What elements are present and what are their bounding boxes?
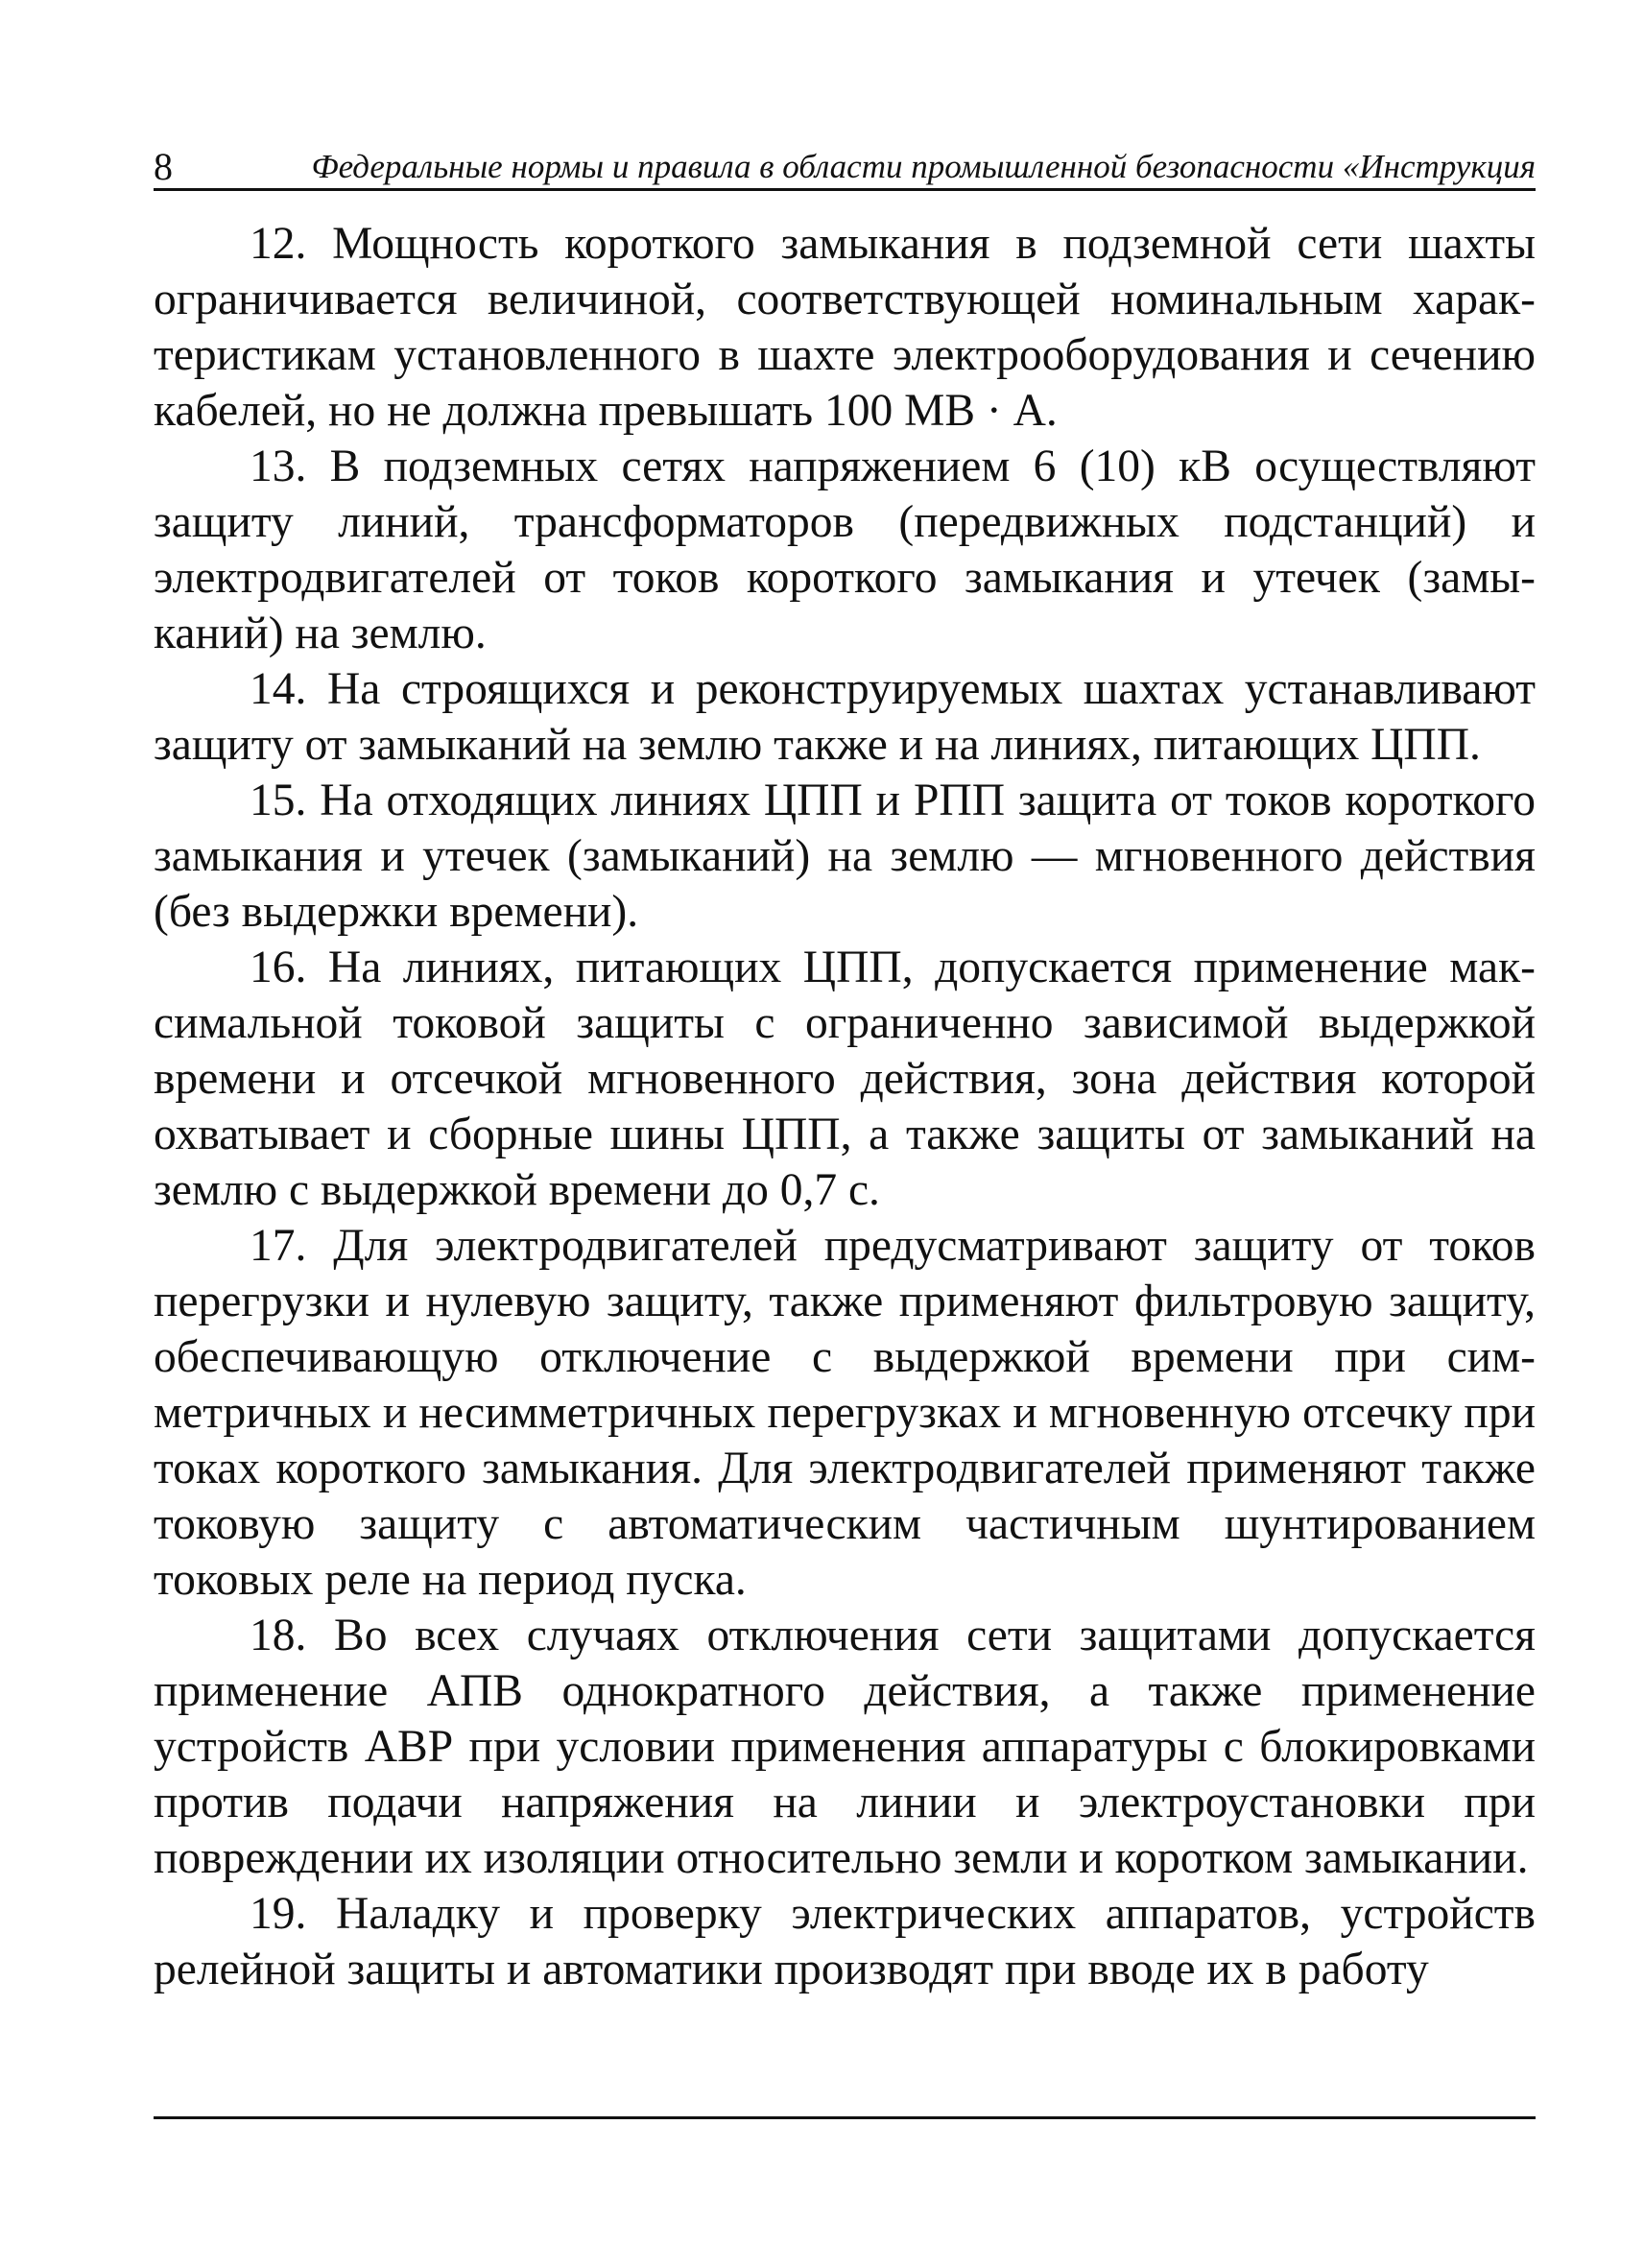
body-text	[154, 216, 1536, 1997]
paragraph-17: 17. Для электродвигателей предусматривают защиту от токов перегрузки и нулевую защиту, также применяют фильтровую защиту, обеспечивающую отключение с выдержкой времени при симметричных и несимметричных перегрузках и мгновенную отсечку при токах короткого замыкания. Для электродвигателей применяют также токовую защиту с автоматическим частичным шунтированием токовых реле на период пуска.	[154, 1221, 1536, 1605]
paragraph-13: 13. В подземных сетях напряжением 6 (10) кВ осуществляют защиту линий, трансформаторов (передвижных подстанций) и электродвигателей от токов короткого замыкания и утечек (замыканий) на землю.	[154, 442, 1536, 658]
bottom-divider	[154, 2116, 1536, 2119]
running-header	[154, 144, 1536, 191]
document-page	[154, 144, 1536, 1997]
paragraph-19: 19. Наладку и проверку электрических аппаратов, устройств релейной защиты и автоматики производят при вводе их в работу	[154, 1889, 1536, 1994]
page-number: 8	[154, 145, 173, 188]
paragraph-16: 16. На линиях, питающих ЦПП, допускается применение максимальной токовой защиты с ограниченно зависимой выдержкой времени и отсечкой мгновенного действия, зона действия которой охватывает и сборные шины ЦПП, а также защиты от замыканий на землю с выдержкой времени до 0,7 с.	[154, 943, 1536, 1215]
paragraph-15: 15. На отходящих линиях ЦПП и РПП защита от токов короткого замыкания и утечек (замыканий) на землю — мгновенного действия (без выдержки времени).	[154, 776, 1536, 937]
paragraph-18: 18. Во всех случаях отключения сети защитами допускается применение АПВ однократного действия, а также применение устройств АВР при условии применения аппаратуры с блокировками против подачи напряжения на линии и электроустановки при повреждении их изоляции относительно земли и коротком замыкании.	[154, 1611, 1536, 1883]
paragraph-12: 12. Мощность короткого замыкания в подземной сети шахты ограничивается величиной, соответствующей номинальным характеристикам установленного в шахте электрооборудования и сечению кабелей, но не должна превышать 100 МВ · А.	[154, 219, 1536, 436]
paragraph-14: 14. На строящихся и реконструируемых шахтах устанавливают защиту от замыканий на землю также и на линиях, питающих ЦПП.	[154, 664, 1536, 770]
running-title: Федеральные нормы и правила в области промышленной безопасности «Инструкция	[311, 148, 1536, 185]
